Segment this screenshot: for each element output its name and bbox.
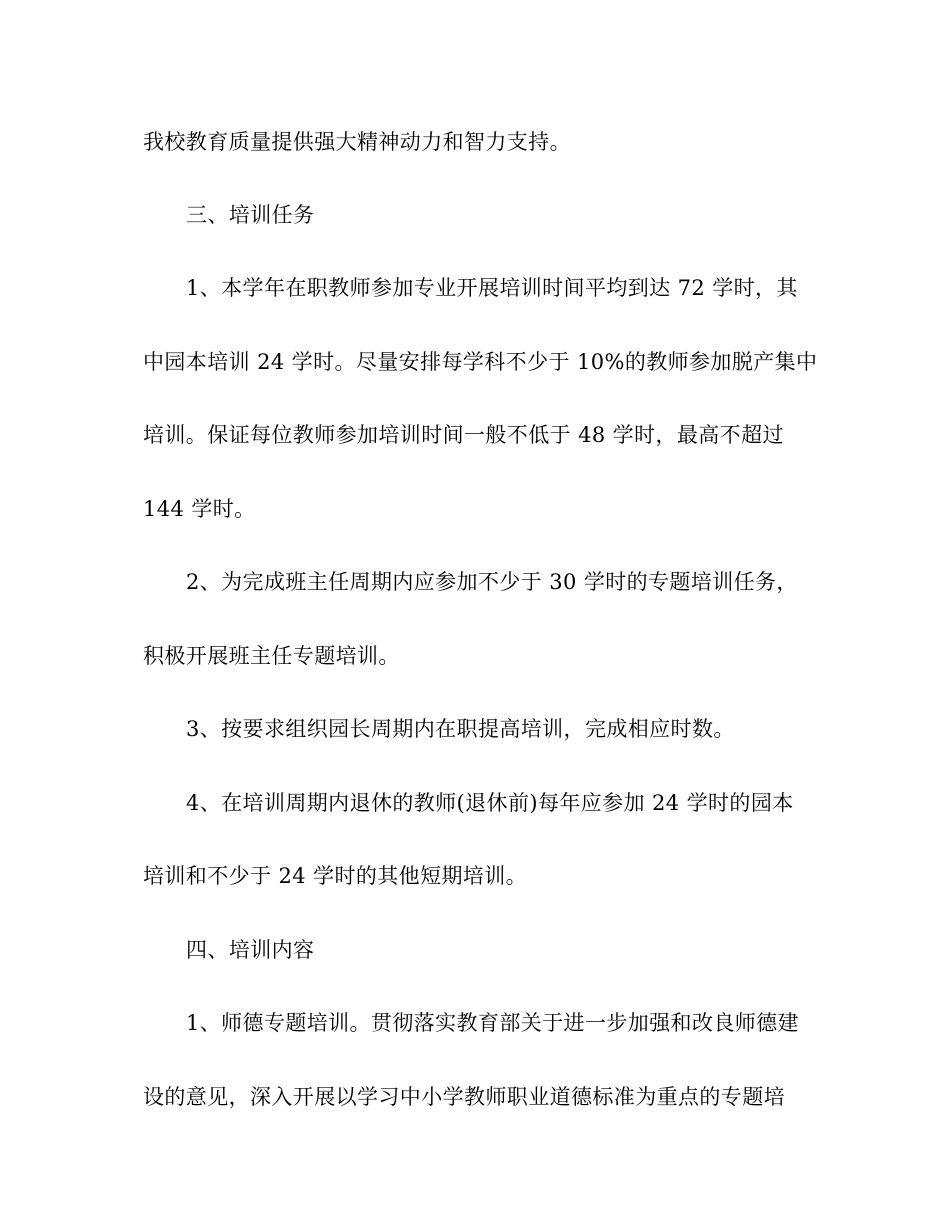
- content-item-1-line-1: 1、师德专题培训。贯彻落实教育部关于进一步加强和改良师德建: [186, 1011, 799, 1035]
- task-item-1-line-4: 144 学时。: [143, 497, 256, 521]
- task-item-4-line-1: 4、在培训周期内退休的教师(退休前)每年应参加 24 学时的园本: [186, 791, 794, 815]
- task-item-3: 3、按要求组织园长周期内在职提高培训，完成相应时数。: [186, 717, 735, 741]
- section-heading-training-content: 四、培训内容: [186, 938, 315, 962]
- task-item-1-line-3: 培训。保证每位教师参加培训时间一般不低于 48 学时，最高不超过: [143, 423, 784, 447]
- paragraph-continuation: 我校教育质量提供强大精神动力和智力支持。: [143, 130, 571, 154]
- task-item-1-line-2: 中园本培训 24 学时。尽量安排每学科不少于 10%的教师参加脱产集中: [143, 350, 818, 374]
- task-item-2-line-2: 积极开展班主任专题培训。: [143, 644, 400, 668]
- content-item-1-line-2: 设的意见，深入开展以学习中小学教师职业道德标准为重点的专题培: [143, 1085, 785, 1109]
- task-item-4-line-2: 培训和不少于 24 学时的其他短期培训。: [143, 864, 528, 888]
- section-heading-training-tasks: 三、培训任务: [186, 203, 315, 227]
- task-item-2-line-1: 2、为完成班主任周期内应参加不少于 30 学时的专题培训任务，: [186, 570, 798, 594]
- task-item-1-line-1: 1、本学年在职教师参加专业开展培训时间平均到达 72 学时，其: [186, 276, 798, 300]
